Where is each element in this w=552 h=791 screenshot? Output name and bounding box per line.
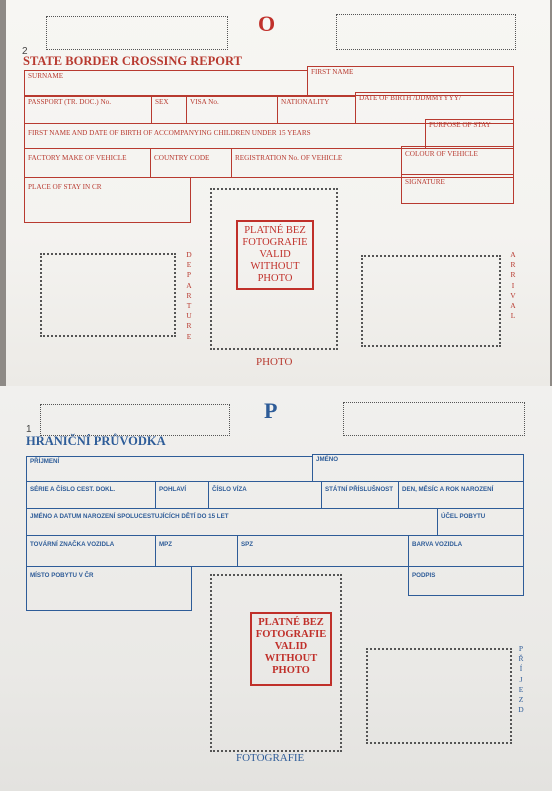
field-statni-prislusnost[interactable]: STÁTNÍ PŘÍSLUŠNOST <box>321 481 399 509</box>
field-colour-of-vehicle[interactable]: COLOUR OF VEHICLE <box>401 146 514 178</box>
bottom-left-stamp-area <box>40 404 230 436</box>
form-number: 1 <box>26 424 32 435</box>
field-surname[interactable]: SURNAME <box>24 70 308 96</box>
field-barva-vozidla[interactable]: BARVA VOZIDLA <box>408 535 524 567</box>
form-title: STATE BORDER CROSSING REPORT <box>23 54 242 68</box>
field-podpis[interactable]: PODPIS <box>408 566 524 596</box>
field-vehicle-make[interactable]: FACTORY MAKE OF VEHICLE <box>24 148 151 178</box>
field-registration[interactable]: REGISTRATION No. OF VEHICLE <box>231 148 402 178</box>
field-sex[interactable]: SEX <box>151 96 187 124</box>
top-form-sheet <box>6 0 550 388</box>
arrival-label: A R R I V A L <box>510 250 516 321</box>
field-den-narozeni[interactable]: DEN, MĚSÍC A ROK NAROZENÍ <box>398 481 524 509</box>
field-serie-cislo[interactable]: SÉRIE A ČÍSLO CEST. DOKL. <box>26 481 156 509</box>
prijezd-stamp-area[interactable] <box>366 648 512 744</box>
bottom-form-sheet <box>0 386 552 791</box>
field-visa[interactable]: VISA No. <box>186 96 278 124</box>
field-cislo-viza[interactable]: ČÍSLO VÍZA <box>208 481 322 509</box>
field-mpz[interactable]: MPZ <box>155 535 238 567</box>
form-number: 2 <box>22 46 28 57</box>
departure-stamp-area[interactable] <box>40 253 176 337</box>
field-place-of-stay[interactable]: PLACE OF STAY IN CR <box>24 177 191 223</box>
form-letter: O <box>258 11 276 36</box>
photo-caption: PHOTO <box>256 356 293 368</box>
field-prijmeni[interactable]: PŘÍJMENÍ <box>26 456 313 482</box>
field-pohlavi[interactable]: POHLAVÍ <box>155 481 209 509</box>
field-purpose-of-stay[interactable]: PURPOSE OF STAY <box>425 119 514 149</box>
field-spz[interactable]: SPZ <box>237 535 409 567</box>
field-tovarni-znacka[interactable]: TOVÁRNÍ ZNAČKA VOZIDLA <box>26 535 156 567</box>
field-ucel-pobytu[interactable]: ÚČEL POBYTU <box>437 508 524 536</box>
field-jmeno[interactable]: JMÉNO <box>312 454 524 482</box>
validity-stamp: PLATNÉ BEZ FOTOGRAFIE VALID WITHOUT PHOTO <box>236 220 314 290</box>
field-signature[interactable]: SIGNATURE <box>401 174 514 204</box>
field-accompanying-children[interactable]: FIRST NAME AND DATE OF BIRTH OF ACCOMPANYING CHILDREN UNDER 15 YEARS <box>24 123 426 149</box>
field-deti[interactable]: JMÉNO A DATUM NAROZENÍ SPOLUCESTUJÍCÍCH DĚTÍ DO 15 LET <box>26 508 438 536</box>
field-first-name[interactable]: FIRST NAME <box>307 66 514 96</box>
bottom-right-stamp-area <box>343 402 525 436</box>
top-right-stamp-area <box>336 14 516 50</box>
departure-label: D E P A R T U R E <box>186 250 192 341</box>
validity-stamp: PLATNÉ BEZ FOTOGRAFIE VALID WITHOUT PHOTO <box>250 612 332 686</box>
field-misto-pobytu[interactable]: MÍSTO POBYTU V ČR <box>26 566 192 611</box>
top-left-stamp-area <box>46 16 228 50</box>
form-letter: P <box>264 398 278 423</box>
field-nationality[interactable]: NATIONALITY <box>277 96 356 124</box>
field-date-of-birth[interactable]: DATE OF BIRTH /DDMMYYYY/ <box>355 92 514 124</box>
arrival-stamp-area[interactable] <box>361 255 501 347</box>
fotografie-caption: FOTOGRAFIE <box>236 752 305 764</box>
prijezd-label: P Ř Í J E Z D <box>518 644 524 715</box>
field-passport[interactable]: PASSPORT (TR. DOC.) No. <box>24 96 152 124</box>
field-country-code[interactable]: COUNTRY CODE <box>150 148 232 178</box>
form-title: HRANIČNÍ PRŮVODKA <box>26 434 166 448</box>
